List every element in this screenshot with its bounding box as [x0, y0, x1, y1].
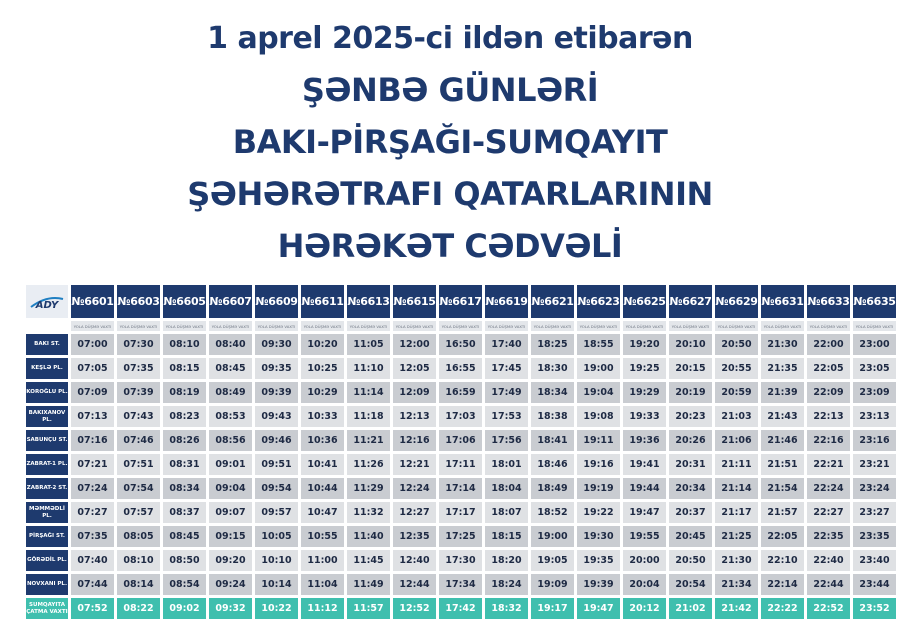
station-name: KEŞLƏ PL. [26, 358, 68, 379]
time-cell: 17:17 [439, 502, 482, 523]
station-name: ZABRAT-2 ST. [26, 478, 68, 499]
time-cell: 22:13 [807, 406, 850, 427]
time-cell: 22:40 [807, 550, 850, 571]
time-cell: 07:57 [117, 502, 160, 523]
time-cell: 11:12 [301, 598, 344, 619]
station-name: SABUNÇU ST. [26, 430, 68, 451]
time-cell: 17:42 [439, 598, 482, 619]
time-cell: 09:02 [163, 598, 206, 619]
train-number-header: №6631 [761, 285, 804, 318]
train-number-header: №6617 [439, 285, 482, 318]
time-cell: 23:24 [853, 478, 896, 499]
time-cell: 08:50 [163, 550, 206, 571]
station-row [26, 550, 896, 571]
arrival-row [26, 598, 896, 619]
time-cell: 22:05 [807, 358, 850, 379]
station-name: NOVXANI PL. [26, 574, 68, 595]
time-cell: 07:46 [117, 430, 160, 451]
departure-time-label: YOLA DÜŞMƏ VAXTI [531, 321, 574, 331]
time-cell: 22:00 [807, 334, 850, 355]
time-cell: 08:45 [163, 526, 206, 547]
time-cell: 09:57 [255, 502, 298, 523]
time-cell: 21:06 [715, 430, 758, 451]
time-cell: 07:21 [71, 454, 114, 475]
station-name: MƏMMƏDLİ PL. [26, 502, 68, 523]
departure-time-label: YOLA DÜŞMƏ VAXTI [71, 321, 114, 331]
time-cell: 20:19 [669, 382, 712, 403]
station-row [26, 502, 896, 523]
time-cell: 08:10 [163, 334, 206, 355]
time-cell: 20:15 [669, 358, 712, 379]
time-cell: 08:56 [209, 430, 252, 451]
time-cell: 10:25 [301, 358, 344, 379]
time-cell: 19:09 [531, 574, 574, 595]
time-cell: 18:07 [485, 502, 528, 523]
time-cell: 09:46 [255, 430, 298, 451]
time-cell: 18:49 [531, 478, 574, 499]
train-number-header: №6625 [623, 285, 666, 318]
time-cell: 18:52 [531, 502, 574, 523]
time-cell: 18:20 [485, 550, 528, 571]
time-cell: 10:44 [301, 478, 344, 499]
time-cell: 18:15 [485, 526, 528, 547]
time-cell: 09:20 [209, 550, 252, 571]
time-cell: 21:03 [715, 406, 758, 427]
departure-time-label: YOLA DÜŞMƏ VAXTI [853, 321, 896, 331]
title-day-line: ŞƏNBƏ GÜNLƏRİ [301, 71, 599, 109]
time-cell: 12:13 [393, 406, 436, 427]
time-cell: 20:10 [669, 334, 712, 355]
time-cell: 19:08 [577, 406, 620, 427]
time-cell: 16:55 [439, 358, 482, 379]
time-cell: 18:46 [531, 454, 574, 475]
time-cell: 22:09 [807, 382, 850, 403]
time-cell: 20:12 [623, 598, 666, 619]
train-number-header: №6601 [71, 285, 114, 318]
time-cell: 08:54 [163, 574, 206, 595]
time-cell: 19:36 [623, 430, 666, 451]
time-cell: 07:00 [71, 334, 114, 355]
time-cell: 07:40 [71, 550, 114, 571]
station-row [26, 478, 896, 499]
station-row [26, 382, 896, 403]
time-cell: 22:05 [761, 526, 804, 547]
time-cell: 10:29 [301, 382, 344, 403]
train-number-header: №6609 [255, 285, 298, 318]
title-route-line: BAKI-PİRŞAĞI-SUMQAYIT [232, 123, 668, 161]
time-cell: 21:14 [715, 478, 758, 499]
time-cell: 19:41 [623, 454, 666, 475]
time-cell: 21:02 [669, 598, 712, 619]
time-cell: 21:43 [761, 406, 804, 427]
station-row [26, 454, 896, 475]
time-cell: 09:43 [255, 406, 298, 427]
time-cell: 09:01 [209, 454, 252, 475]
time-cell: 08:14 [117, 574, 160, 595]
ady-logo [26, 285, 68, 318]
time-cell: 22:52 [807, 598, 850, 619]
time-cell: 18:24 [485, 574, 528, 595]
station-row [26, 574, 896, 595]
departure-time-label: YOLA DÜŞMƏ VAXTI [807, 321, 850, 331]
time-cell: 23:52 [853, 598, 896, 619]
departure-time-label: YOLA DÜŞMƏ VAXTI [163, 321, 206, 331]
time-cell: 07:39 [117, 382, 160, 403]
departure-time-label: YOLA DÜŞMƏ VAXTI [761, 321, 804, 331]
time-cell: 19:47 [577, 598, 620, 619]
train-number-header: №6619 [485, 285, 528, 318]
time-cell: 17:49 [485, 382, 528, 403]
time-cell: 21:30 [715, 550, 758, 571]
time-cell: 12:35 [393, 526, 436, 547]
departure-time-label: YOLA DÜŞMƏ VAXTI [117, 321, 160, 331]
time-cell: 18:38 [531, 406, 574, 427]
title-date-line: 1 aprel 2025-ci ildən etibarən [207, 21, 693, 56]
blank-cell [26, 321, 68, 331]
time-cell: 19:00 [577, 358, 620, 379]
time-cell: 19:19 [577, 478, 620, 499]
time-cell: 17:53 [485, 406, 528, 427]
time-cell: 11:10 [347, 358, 390, 379]
departure-time-label: YOLA DÜŞMƏ VAXTI [439, 321, 482, 331]
time-cell: 12:00 [393, 334, 436, 355]
time-cell: 11:45 [347, 550, 390, 571]
time-cell: 09:35 [255, 358, 298, 379]
time-cell: 20:04 [623, 574, 666, 595]
time-cell: 11:04 [301, 574, 344, 595]
time-cell: 21:35 [761, 358, 804, 379]
time-cell: 10:47 [301, 502, 344, 523]
time-cell: 12:44 [393, 574, 436, 595]
time-cell: 09:51 [255, 454, 298, 475]
train-number-header: №6607 [209, 285, 252, 318]
train-number-header: №6629 [715, 285, 758, 318]
time-cell: 20:26 [669, 430, 712, 451]
time-cell: 23:21 [853, 454, 896, 475]
time-cell: 09:54 [255, 478, 298, 499]
time-cell: 19:29 [623, 382, 666, 403]
train-number-header: №6611 [301, 285, 344, 318]
station-row [26, 334, 896, 355]
time-cell: 20:31 [669, 454, 712, 475]
time-cell: 11:21 [347, 430, 390, 451]
departure-time-label: YOLA DÜŞMƏ VAXTI [715, 321, 758, 331]
time-cell: 07:52 [71, 598, 114, 619]
time-cell: 11:49 [347, 574, 390, 595]
station-name: PİRŞAĞI ST. [26, 526, 68, 547]
time-cell: 08:23 [163, 406, 206, 427]
time-cell: 10:36 [301, 430, 344, 451]
time-cell: 18:34 [531, 382, 574, 403]
time-cell: 23:16 [853, 430, 896, 451]
train-number-header: №6615 [393, 285, 436, 318]
time-cell: 19:20 [623, 334, 666, 355]
departure-time-label: YOLA DÜŞMƏ VAXTI [623, 321, 666, 331]
departure-time-label: YOLA DÜŞMƏ VAXTI [347, 321, 390, 331]
time-cell: 08:45 [209, 358, 252, 379]
departure-time-label: YOLA DÜŞMƏ VAXTI [209, 321, 252, 331]
time-cell: 07:35 [117, 358, 160, 379]
time-cell: 09:24 [209, 574, 252, 595]
train-number-header: №6613 [347, 285, 390, 318]
time-cell: 12:52 [393, 598, 436, 619]
train-number-header: №6627 [669, 285, 712, 318]
time-cell: 08:37 [163, 502, 206, 523]
departure-time-label: YOLA DÜŞMƏ VAXTI [669, 321, 712, 331]
time-cell: 12:24 [393, 478, 436, 499]
time-cell: 12:27 [393, 502, 436, 523]
station-name: KOROĞLU PL. [26, 382, 68, 403]
time-cell: 19:30 [577, 526, 620, 547]
train-number-header: №6603 [117, 285, 160, 318]
time-cell: 23:35 [853, 526, 896, 547]
time-cell: 19:00 [531, 526, 574, 547]
time-cell: 19:22 [577, 502, 620, 523]
time-cell: 17:25 [439, 526, 482, 547]
time-cell: 17:03 [439, 406, 482, 427]
time-cell: 07:35 [71, 526, 114, 547]
title-schedule-line: HƏRƏKƏT CƏDVƏLİ [277, 227, 623, 265]
train-number-header: №6635 [853, 285, 896, 318]
time-cell: 07:30 [117, 334, 160, 355]
time-cell: 18:32 [485, 598, 528, 619]
time-cell: 07:24 [71, 478, 114, 499]
station-row [26, 406, 896, 427]
time-cell: 20:45 [669, 526, 712, 547]
time-cell: 08:31 [163, 454, 206, 475]
train-number-header-row [26, 285, 896, 318]
time-cell: 12:16 [393, 430, 436, 451]
ady-logo-icon [29, 291, 65, 313]
time-cell: 22:14 [761, 574, 804, 595]
time-cell: 07:43 [117, 406, 160, 427]
time-cell: 22:21 [807, 454, 850, 475]
time-cell: 23:00 [853, 334, 896, 355]
time-cell: 17:30 [439, 550, 482, 571]
time-cell: 11:18 [347, 406, 390, 427]
station-row [26, 358, 896, 379]
time-cell: 19:47 [623, 502, 666, 523]
train-number-header: №6633 [807, 285, 850, 318]
time-cell: 21:54 [761, 478, 804, 499]
departure-time-label: YOLA DÜŞMƏ VAXTI [485, 321, 528, 331]
time-cell: 21:34 [715, 574, 758, 595]
time-cell: 08:40 [209, 334, 252, 355]
time-cell: 07:27 [71, 502, 114, 523]
time-cell: 20:54 [669, 574, 712, 595]
time-cell: 09:15 [209, 526, 252, 547]
time-cell: 11:05 [347, 334, 390, 355]
time-cell: 09:30 [255, 334, 298, 355]
time-cell: 23:05 [853, 358, 896, 379]
time-cell: 07:13 [71, 406, 114, 427]
ady-logo-text: ADY [35, 299, 59, 311]
time-cell: 23:44 [853, 574, 896, 595]
time-cell: 10:20 [301, 334, 344, 355]
time-cell: 22:27 [807, 502, 850, 523]
time-cell: 08:49 [209, 382, 252, 403]
time-cell: 11:26 [347, 454, 390, 475]
time-cell: 18:30 [531, 358, 574, 379]
time-cell: 11:29 [347, 478, 390, 499]
station-name: BAKI ST. [26, 334, 68, 355]
time-cell: 19:16 [577, 454, 620, 475]
time-cell: 22:24 [807, 478, 850, 499]
time-cell: 18:01 [485, 454, 528, 475]
time-cell: 10:33 [301, 406, 344, 427]
time-cell: 10:41 [301, 454, 344, 475]
time-cell: 21:51 [761, 454, 804, 475]
time-cell: 08:53 [209, 406, 252, 427]
time-cell: 10:14 [255, 574, 298, 595]
time-cell: 19:35 [577, 550, 620, 571]
time-cell: 20:34 [669, 478, 712, 499]
time-cell: 20:50 [669, 550, 712, 571]
time-cell: 19:11 [577, 430, 620, 451]
time-cell: 17:40 [485, 334, 528, 355]
time-cell: 11:40 [347, 526, 390, 547]
time-cell: 08:19 [163, 382, 206, 403]
time-cell: 07:44 [71, 574, 114, 595]
station-name: ZABRAT-1 PL. [26, 454, 68, 475]
time-cell: 10:10 [255, 550, 298, 571]
time-cell: 19:17 [531, 598, 574, 619]
time-cell: 18:41 [531, 430, 574, 451]
time-cell: 18:04 [485, 478, 528, 499]
time-cell: 21:30 [761, 334, 804, 355]
time-cell: 22:35 [807, 526, 850, 547]
time-cell: 21:11 [715, 454, 758, 475]
time-cell: 11:14 [347, 382, 390, 403]
time-cell: 19:33 [623, 406, 666, 427]
time-cell: 20:37 [669, 502, 712, 523]
time-cell: 10:05 [255, 526, 298, 547]
station-row [26, 526, 896, 547]
time-cell: 21:25 [715, 526, 758, 547]
time-cell: 17:34 [439, 574, 482, 595]
time-cell: 12:40 [393, 550, 436, 571]
time-cell: 16:59 [439, 382, 482, 403]
time-cell: 19:55 [623, 526, 666, 547]
departure-time-label: YOLA DÜŞMƏ VAXTI [577, 321, 620, 331]
time-cell: 08:15 [163, 358, 206, 379]
time-cell: 17:06 [439, 430, 482, 451]
station-name: GÖRƏDİL PL. [26, 550, 68, 571]
time-cell: 07:16 [71, 430, 114, 451]
station-name: SUMQAYITA ÇATMA VAXTI [26, 598, 68, 619]
time-cell: 16:50 [439, 334, 482, 355]
time-cell: 08:26 [163, 430, 206, 451]
departure-label-row [26, 321, 896, 331]
train-number-header: №6605 [163, 285, 206, 318]
time-cell: 12:09 [393, 382, 436, 403]
time-cell: 21:46 [761, 430, 804, 451]
train-number-header: №6621 [531, 285, 574, 318]
time-cell: 20:50 [715, 334, 758, 355]
time-cell: 20:23 [669, 406, 712, 427]
time-cell: 12:21 [393, 454, 436, 475]
departure-time-label: YOLA DÜŞMƏ VAXTI [301, 321, 344, 331]
time-cell: 09:39 [255, 382, 298, 403]
station-name: BAKIXANOV PL. [26, 406, 68, 427]
time-cell: 08:05 [117, 526, 160, 547]
time-cell: 23:27 [853, 502, 896, 523]
time-cell: 19:39 [577, 574, 620, 595]
time-cell: 20:59 [715, 382, 758, 403]
time-cell: 10:55 [301, 526, 344, 547]
time-cell: 17:11 [439, 454, 482, 475]
time-cell: 07:51 [117, 454, 160, 475]
departure-time-label: YOLA DÜŞMƏ VAXTI [255, 321, 298, 331]
time-cell: 21:57 [761, 502, 804, 523]
time-cell: 09:07 [209, 502, 252, 523]
time-cell: 07:54 [117, 478, 160, 499]
time-cell: 09:32 [209, 598, 252, 619]
time-cell: 21:17 [715, 502, 758, 523]
station-row [26, 430, 896, 451]
page-title-block [0, 14, 900, 272]
time-cell: 22:10 [761, 550, 804, 571]
time-cell: 11:00 [301, 550, 344, 571]
departure-time-label: YOLA DÜŞMƏ VAXTI [393, 321, 436, 331]
time-cell: 08:34 [163, 478, 206, 499]
time-cell: 22:22 [761, 598, 804, 619]
time-cell: 10:22 [255, 598, 298, 619]
time-cell: 21:39 [761, 382, 804, 403]
time-cell: 08:22 [117, 598, 160, 619]
time-cell: 18:25 [531, 334, 574, 355]
time-cell: 17:45 [485, 358, 528, 379]
time-cell: 20:55 [715, 358, 758, 379]
time-cell: 07:09 [71, 382, 114, 403]
time-cell: 19:44 [623, 478, 666, 499]
time-cell: 23:13 [853, 406, 896, 427]
time-cell: 17:56 [485, 430, 528, 451]
time-cell: 19:05 [531, 550, 574, 571]
time-cell: 22:44 [807, 574, 850, 595]
time-cell: 08:10 [117, 550, 160, 571]
time-cell: 20:00 [623, 550, 666, 571]
title-trains-line: ŞƏHƏRƏTRAFI QATARLARININ [187, 175, 713, 213]
time-cell: 19:25 [623, 358, 666, 379]
time-cell: 07:05 [71, 358, 114, 379]
time-cell: 23:09 [853, 382, 896, 403]
schedule-table [23, 282, 899, 622]
time-cell: 17:14 [439, 478, 482, 499]
time-cell: 21:42 [715, 598, 758, 619]
train-number-header: №6623 [577, 285, 620, 318]
time-cell: 19:04 [577, 382, 620, 403]
time-cell: 18:55 [577, 334, 620, 355]
time-cell: 23:40 [853, 550, 896, 571]
time-cell: 11:57 [347, 598, 390, 619]
time-cell: 09:04 [209, 478, 252, 499]
time-cell: 22:16 [807, 430, 850, 451]
time-cell: 12:05 [393, 358, 436, 379]
time-cell: 11:32 [347, 502, 390, 523]
